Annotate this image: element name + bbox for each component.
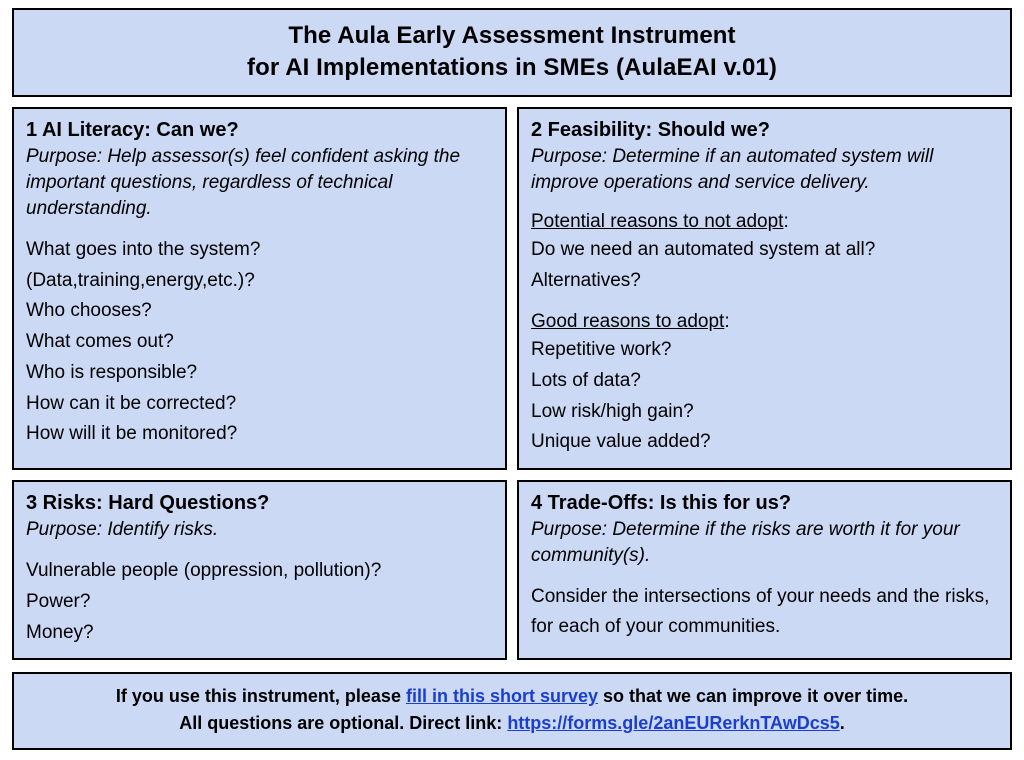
quadrant-4-heading: 4 Trade-Offs: Is this for us? xyxy=(531,492,792,515)
list-item: Do we need an automated system at all? xyxy=(531,238,876,260)
quadrant-3-purpose: Purpose: Identify risks. xyxy=(26,519,219,541)
list-item: Alternatives? xyxy=(531,269,641,291)
footer-note xyxy=(12,672,1012,750)
list-item: Unique value added? xyxy=(531,431,711,453)
quadrant-1-question-list xyxy=(26,235,495,450)
list-item: Low risk/high gain? xyxy=(531,400,694,422)
page-title-line-1: The Aula Early Assessment Instrument xyxy=(288,22,736,49)
list-item: Who chooses? xyxy=(26,300,152,322)
quadrant-1-heading: 1 AI Literacy: Can we? xyxy=(26,119,239,142)
list-item: Power? xyxy=(26,590,91,612)
footer-text-after-survey-link: so that we can improve it over time. xyxy=(598,686,909,707)
quadrant-trade-offs xyxy=(517,480,1012,660)
group-label-adopt: Good reasons to adopt: xyxy=(531,311,730,333)
footer-text-before-survey-link: If you use this instrument, please xyxy=(115,686,406,707)
quadrant-risks xyxy=(12,480,507,660)
list-item: What comes out? xyxy=(26,331,174,353)
quadrant-ai-literacy xyxy=(12,107,507,470)
quadrant-4-body: Consider the intersections of your needs and the risks, for each of your communities. xyxy=(531,585,990,638)
direct-survey-url-link[interactable]: https://forms.gle/2anEURerknTAwDcs5 xyxy=(507,713,840,734)
list-item: How can it be corrected? xyxy=(26,392,237,414)
quadrant-3-heading: 3 Risks: Hard Questions? xyxy=(26,492,270,515)
list-item: Repetitive work? xyxy=(531,339,672,361)
quadrant-3-question-list xyxy=(26,556,495,648)
quadrant-2-purpose: Purpose: Determine if an automated system will improve operations and service delivery. xyxy=(531,146,934,194)
group-label-not-adopt-text: Potential reasons to not adopt xyxy=(531,211,784,232)
quadrant-2-group-not-adopt xyxy=(531,209,1000,296)
list-item: What goes into the system? xyxy=(26,238,261,260)
quadrant-4-purpose: Purpose: Determine if the risks are worth it for your community(s). xyxy=(531,519,960,567)
footer-line-1 xyxy=(24,683,1000,710)
footer-text-after-direct-link: . xyxy=(839,713,845,734)
quadrant-2-group-adopt xyxy=(531,309,1000,458)
group-label-not-adopt: Potential reasons to not adopt: xyxy=(531,211,789,232)
list-item: (Data,training,energy,etc.)? xyxy=(26,269,255,291)
page-title xyxy=(12,8,1012,97)
quadrant-2-heading: 2 Feasibility: Should we? xyxy=(531,119,770,142)
survey-link[interactable]: fill in this short survey xyxy=(405,686,599,707)
quadrant-1-purpose: Purpose: Help assessor(s) feel confident asking the important questions, regardless of technical understanding. xyxy=(26,146,461,219)
list-item: Who is responsible? xyxy=(26,361,198,383)
list-item: Lots of data? xyxy=(531,369,641,391)
page-title-line-2: for AI Implementations in SMEs (AulaEAI v.01) xyxy=(247,53,777,81)
group-label-adopt-text: Good reasons to adopt xyxy=(531,311,725,333)
quadrant-feasibility xyxy=(517,107,1012,470)
list-item: How will it be monitored? xyxy=(26,423,238,445)
list-item: Money? xyxy=(26,621,94,643)
list-item: Vulnerable people (oppression, pollution)? xyxy=(26,560,382,582)
quadrant-grid xyxy=(12,107,1012,660)
footer-line-2 xyxy=(24,710,1000,737)
footer-text-before-direct-link: All questions are optional. Direct link: xyxy=(179,713,508,734)
